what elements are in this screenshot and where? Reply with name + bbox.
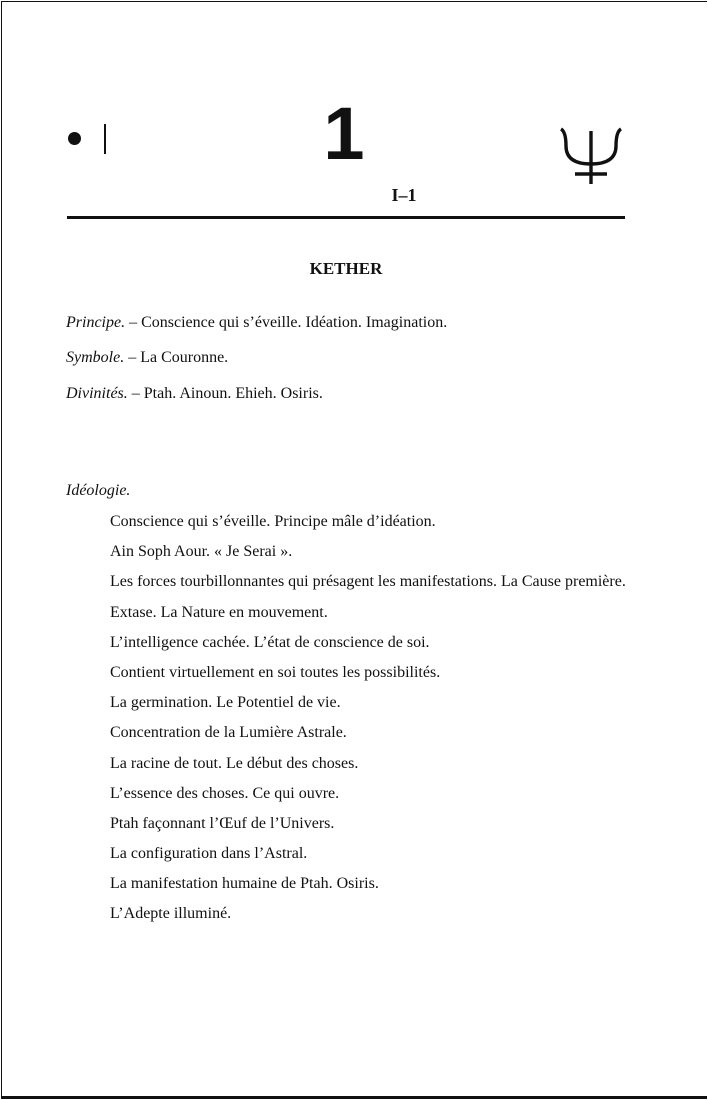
meta-label: Symbole. bbox=[66, 349, 125, 366]
meta-text: – Ptah. Ainoun. Ehieh. Osiris. bbox=[127, 385, 323, 402]
card-number: 1 bbox=[323, 92, 365, 175]
section-heading-ideologie: Idéologie. bbox=[66, 482, 131, 499]
list-item: L’essence des choses. Ce qui ouvre. bbox=[110, 784, 340, 802]
page-title: KETHER bbox=[309, 259, 383, 278]
meta-text: – La Couronne. bbox=[124, 349, 229, 366]
list-item: La racine de tout. Le début des choses. bbox=[110, 754, 359, 772]
meta-label: Divinités. bbox=[66, 385, 128, 402]
list-item: La germination. Le Potentiel de vie. bbox=[110, 694, 341, 712]
list-item: Concentration de la Lumière Astrale. bbox=[110, 724, 347, 742]
list-item: L’intelligence cachée. L’état de conscience de soi. bbox=[110, 633, 430, 651]
ideologie-list bbox=[110, 510, 630, 933]
meta-text: – Conscience qui s’éveille. Idéation. Imagination. bbox=[125, 314, 448, 331]
list-item: Les forces tourbillonnantes qui présagent les manifestations. La Cause première. bbox=[110, 573, 626, 591]
trident-icon bbox=[558, 124, 624, 188]
list-item: La manifestation humaine de Ptah. Osiris. bbox=[110, 875, 379, 893]
meta-symbole bbox=[66, 347, 228, 369]
list-item: Ptah façonnant l’Œuf de l’Univers. bbox=[110, 814, 335, 832]
list-item: Ain Soph Aour. « Je Serai ». bbox=[110, 543, 293, 561]
meta-divinites bbox=[66, 383, 323, 405]
header-divider bbox=[67, 216, 625, 219]
meta-label: Principe. bbox=[66, 314, 126, 331]
meta-principe bbox=[66, 312, 447, 334]
document-page bbox=[1, 1, 707, 1099]
card-subnumber: I–1 bbox=[391, 185, 417, 205]
list-item: L’Adepte illuminé. bbox=[110, 905, 232, 923]
list-item: La configuration dans l’Astral. bbox=[110, 845, 308, 863]
list-item: Contient virtuellement en soi toutes les possibilités. bbox=[110, 663, 441, 681]
list-item: Conscience qui s’éveille. Principe mâle d’idéation. bbox=[110, 513, 436, 530]
list-item: Extase. La Nature en mouvement. bbox=[110, 603, 328, 621]
